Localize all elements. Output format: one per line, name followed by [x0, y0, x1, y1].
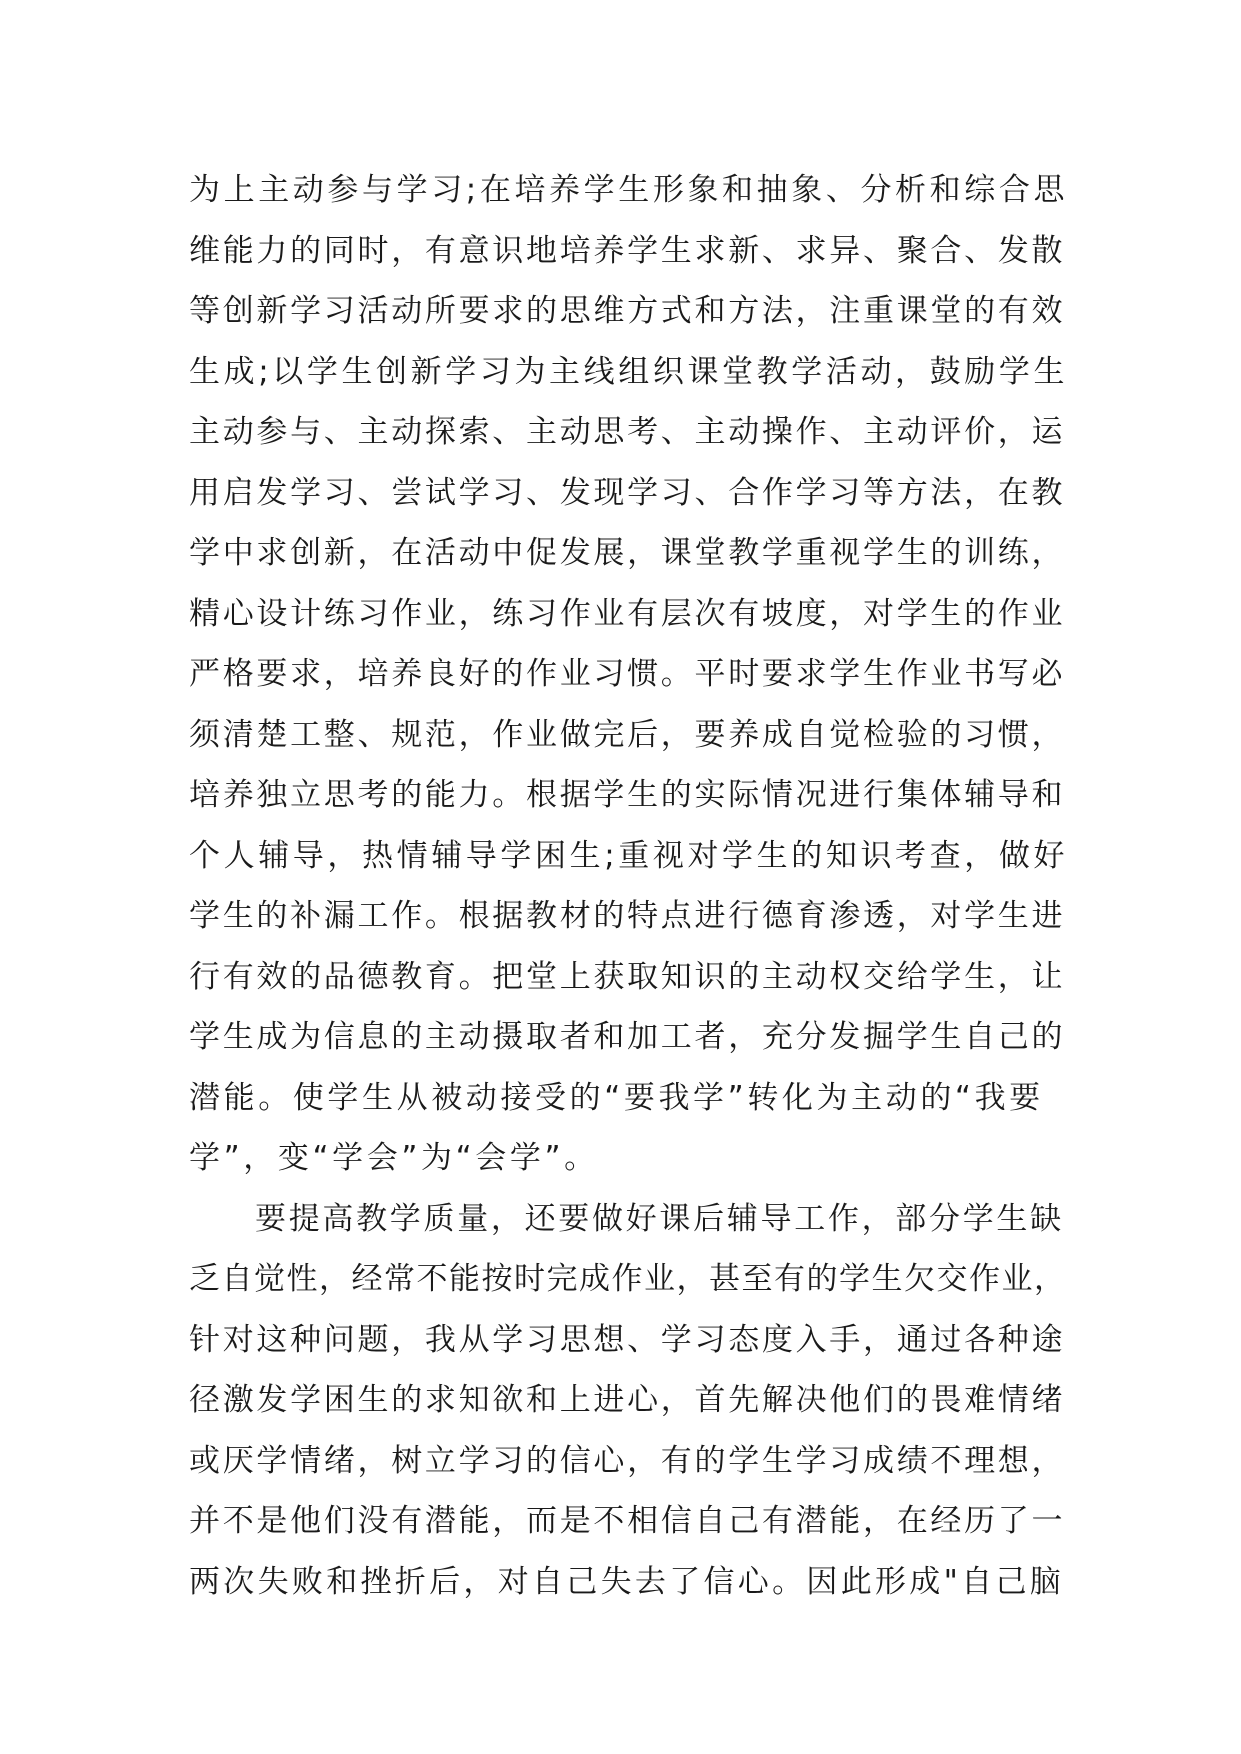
text-line: 学生成为信息的主动摄取者和加工者，充分发掘学生自己的: [189, 1019, 1066, 1055]
text-line: 培养独立思考的能力。根据学生的实际情况进行集体辅导和: [189, 777, 1066, 813]
text-line: 并不是他们没有潜能，而是不相信自己有潜能，在经历了一: [189, 1503, 1066, 1539]
text-line: 学中求创新，在活动中促发展，课堂教学重视学生的训练，: [189, 535, 1066, 571]
text-line: 两次失败和挫折后，对自己失去了信心。因此形成"自己脑: [189, 1563, 1065, 1600]
text-line: 学生的补漏工作。根据教材的特点进行德育渗透，对学生进: [189, 898, 1066, 934]
text-line: 精心设计练习作业，练习作业有层次有坡度，对学生的作业: [189, 595, 1066, 632]
text-line: 行有效的品德教育。把堂上获取知识的主动权交给学生，让: [189, 958, 1066, 995]
text-line: 乏自觉性，经常不能按时完成作业，甚至有的学生欠交作业，: [189, 1261, 1067, 1297]
text-line: 或厌学情绪，树立学习的信心，有的学生学习成绩不理想，: [189, 1442, 1066, 1479]
text-line: 维能力的同时，有意识地培养学生求新、求异、聚合、发散: [189, 232, 1066, 269]
text-line: 须清楚工整、规范，作业做完后，要养成自觉检验的习惯，: [189, 716, 1066, 753]
document-body: [189, 160, 1069, 1612]
text-line: 个人辅导，热情辅导学困生;重视对学生的知识考查，做好: [189, 837, 1069, 874]
text-line: 严格要求，培养良好的作业习惯。平时要求学生作业书写必: [189, 656, 1066, 692]
text-line: 学”，变“学会”为“会学”。: [189, 1140, 599, 1176]
text-line: 生成;以学生创新学习为主线组织课堂教学活动，鼓励学生: [189, 353, 1069, 390]
text-line: 等创新学习活动所要求的思维方式和方法，注重课堂的有效: [189, 293, 1066, 329]
text-line: 用启发学习、尝试学习、发现学习、合作学习等方法，在教: [189, 474, 1066, 511]
paragraph-first-line: 要提高教学质量，还要做好课后辅导工作，部分学生缺: [255, 1200, 1064, 1237]
text-line: 径激发学困生的求知欲和上进心，首先解决他们的畏难情绪: [189, 1382, 1066, 1418]
text-line: 针对这种问题，我从学习思想、学习态度入手，通过各种途: [189, 1321, 1066, 1358]
text-line: 主动参与、主动探索、主动思考、主动操作、主动评价，运: [189, 414, 1066, 450]
text-line: 为上主动参与学习;在培养学生形象和抽象、分析和综合思: [189, 172, 1069, 208]
text-line: 潜能。使学生从被动接受的“要我学”转化为主动的“我要: [189, 1079, 1044, 1116]
